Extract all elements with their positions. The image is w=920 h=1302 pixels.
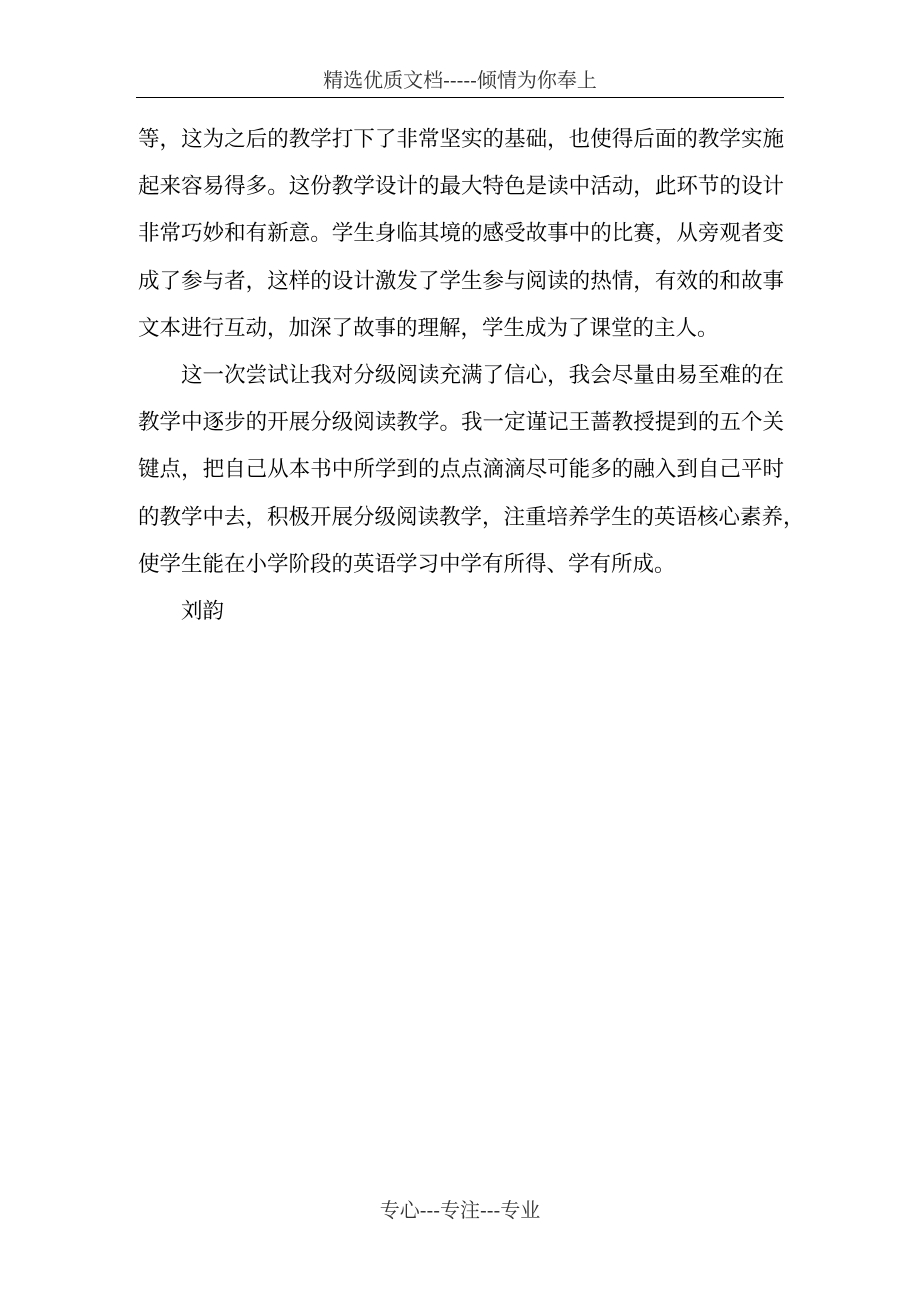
body-line-3: 非常巧妙和有新意。学生身临其境的感受故事中的比赛，从旁观者变: [138, 221, 784, 247]
body-line-1: 等，这为之后的教学打下了非常坚实的基础，也使得后面的教学实施: [138, 127, 784, 152]
body-line-6: 这一次尝试让我对分级阅读充满了信心，我会尽量由易至难的在: [181, 363, 784, 389]
body-line-2: 起来容易得多。这份教学设计的最大特色是读中活动，此环节的设计: [138, 174, 784, 200]
body-line-8: 键点，把自己从本书中所学到的点点滴滴尽可能多的融入到自己平时: [138, 457, 784, 483]
header-text: 精选优质文档-----倾情为你奉上: [323, 68, 597, 92]
body-line-5: 文本进行互动，加深了故事的理解，学生成为了课堂的主人。: [138, 315, 719, 341]
body-line-4: 成了参与者，这样的设计激发了学生参与阅读的热情，有效的和故事: [138, 268, 784, 294]
document-body: [138, 116, 805, 635]
page-header: [136, 66, 784, 98]
body-line-9: 的教学中去，积极开展分级阅读教学，注重培养学生的英语核心素养，: [138, 504, 805, 530]
page-footer: [0, 1196, 920, 1224]
body-line-7: 教学中逐步的开展分级阅读教学。我一定谨记王蔷教授提到的五个关: [138, 410, 784, 436]
author-signature: 刘韵: [181, 599, 225, 625]
footer-text: 专心---专注---专业: [379, 1198, 541, 1222]
body-line-10: 使学生能在小学阶段的英语学习中学有所得、学有所成。: [138, 551, 676, 577]
